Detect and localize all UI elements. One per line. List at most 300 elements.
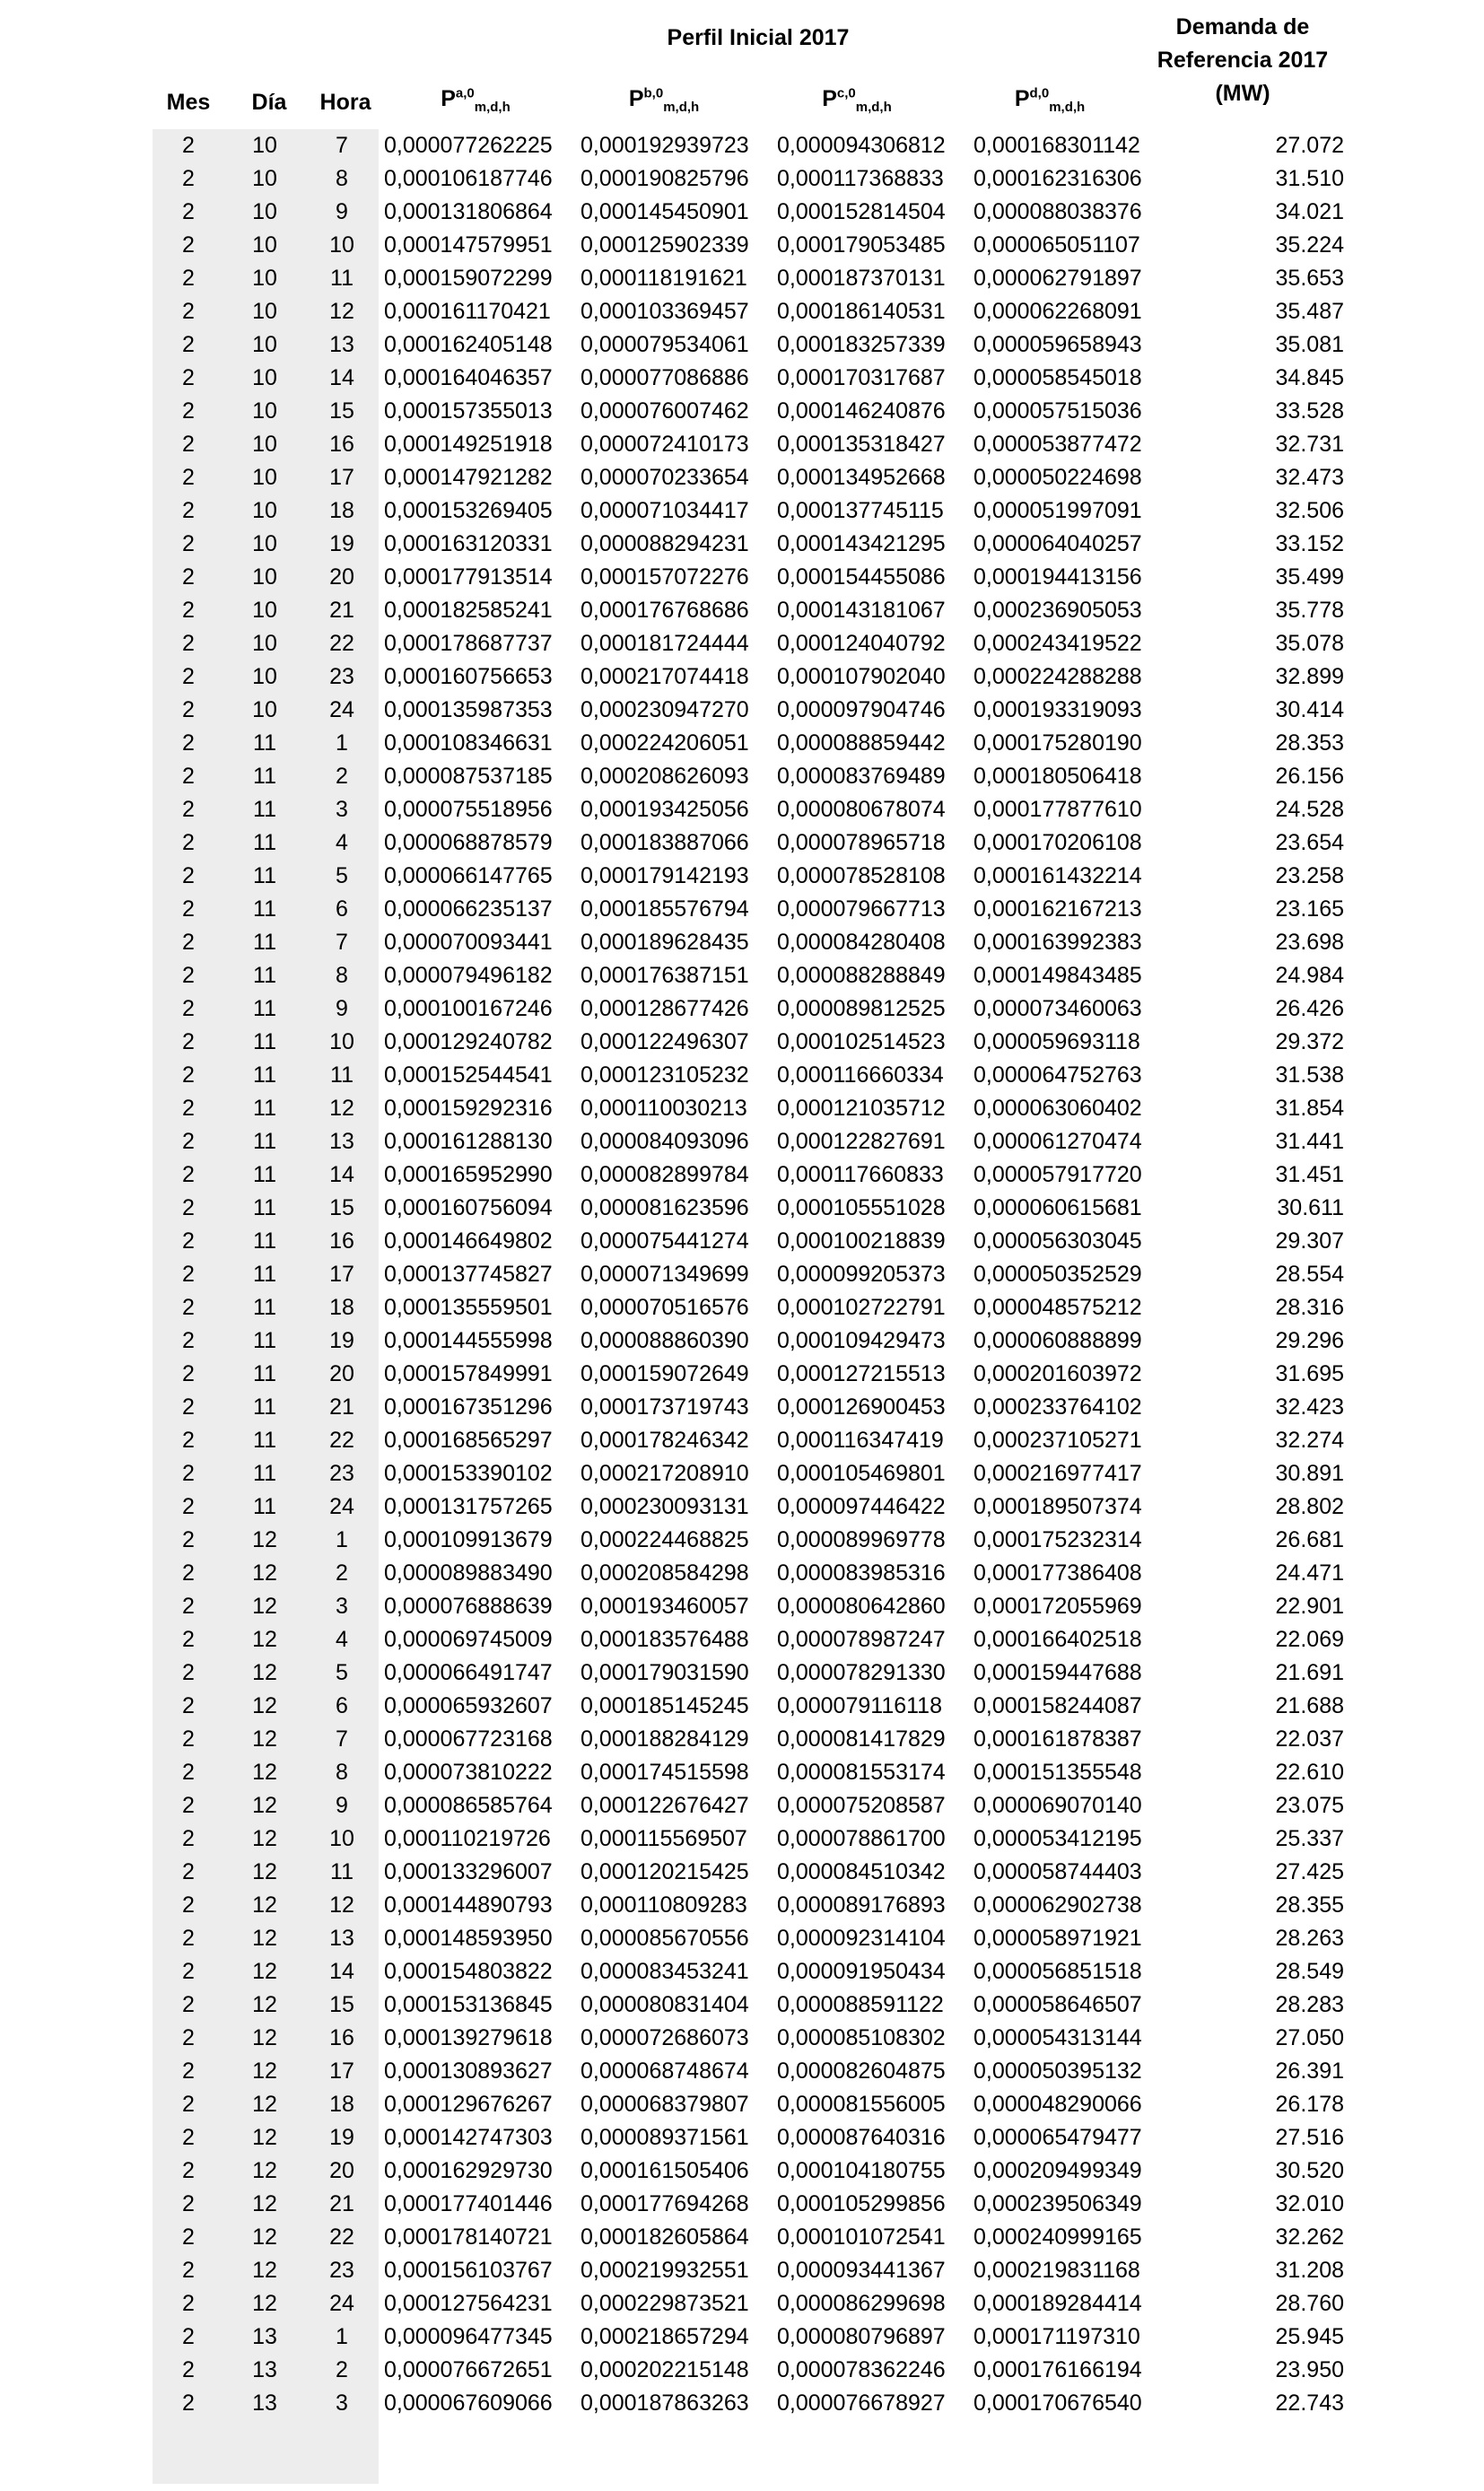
pb-cell: 0,000068748674 [581, 2058, 749, 2084]
pd-cell: 0,000194413156 [973, 564, 1142, 590]
hora-cell [305, 1723, 379, 1756]
demand-cell: 28.802 [1275, 1494, 1344, 1519]
hora-value: 1 [336, 2324, 348, 2349]
pd-cell: 0,000170676540 [973, 2390, 1142, 2416]
mes-cell: 2 [182, 166, 195, 191]
pc-cell: 0,000076678927 [777, 2390, 946, 2416]
mes-cell: 2 [182, 930, 195, 955]
hora-value: 17 [329, 2058, 354, 2084]
table-row [0, 561, 1344, 594]
hora-cell [305, 196, 379, 229]
pb-cell: 0,000202215148 [581, 2357, 749, 2382]
hora-cell [305, 1789, 379, 1822]
hora-cell [305, 2188, 379, 2221]
dia-cell: 10 [252, 465, 277, 490]
pa-cell: 0,000153269405 [384, 498, 553, 523]
pd-cell: 0,000149843485 [973, 963, 1142, 988]
pa-cell: 0,000178687737 [384, 631, 553, 656]
column-header-pd [960, 85, 1139, 115]
hora-cell [305, 1524, 379, 1557]
demand-cell: 32.473 [1275, 465, 1344, 490]
demand-cell: 24.528 [1275, 797, 1344, 822]
pb-cell: 0,000075441274 [581, 1228, 749, 1254]
demand-cell: 35.499 [1275, 564, 1344, 590]
column-header-mes: Mes [166, 90, 211, 115]
table-row [0, 1756, 1344, 1789]
table-row [0, 229, 1344, 262]
pd-cell: 0,000162316306 [973, 166, 1142, 191]
pb-cell: 0,000072410173 [581, 432, 749, 457]
hora-value: 12 [329, 1892, 354, 1918]
table-row [0, 395, 1344, 428]
demand-cell: 31.854 [1275, 1096, 1344, 1121]
pd-cell: 0,000063060402 [973, 1096, 1142, 1121]
dia-cell: 11 [253, 1361, 276, 1386]
dia-cell: 10 [252, 266, 277, 291]
mes-cell: 2 [182, 1693, 195, 1718]
demand-cell: 23.698 [1275, 930, 1344, 955]
pd-cell: 0,000161432214 [973, 863, 1142, 888]
mes-cell: 2 [182, 2125, 195, 2150]
dia-cell: 11 [253, 1162, 276, 1187]
pa-cell: 0,000148593950 [384, 1926, 553, 1951]
hora-value: 18 [329, 2092, 354, 2117]
mes-cell: 2 [182, 2357, 195, 2382]
p-superscript: a,0 [455, 85, 475, 101]
hora-value: 7 [336, 133, 348, 158]
demand-cell: 28.283 [1275, 1992, 1344, 2017]
hora-value: 15 [329, 398, 354, 424]
table-row [0, 1026, 1344, 1059]
demand-cell: 28.316 [1275, 1295, 1344, 1320]
pc-cell: 0,000080642860 [777, 1594, 946, 1619]
mes-cell: 2 [182, 830, 195, 855]
demand-cell: 29.307 [1275, 1228, 1344, 1254]
hora-cell [305, 826, 379, 860]
demand-cell: 32.899 [1275, 664, 1344, 689]
hora-value: 15 [329, 1195, 354, 1220]
pa-cell: 0,000133296007 [384, 1859, 553, 1884]
hora-value: 24 [329, 1494, 354, 1519]
hora-cell [305, 2387, 379, 2420]
pb-cell: 0,000208584298 [581, 1560, 749, 1586]
pa-cell: 0,000075518956 [384, 797, 553, 822]
pb-cell: 0,000068379807 [581, 2092, 749, 2117]
pc-cell: 0,000183257339 [777, 332, 946, 357]
pc-cell: 0,000102722791 [777, 1295, 946, 1320]
demand-cell: 23.258 [1275, 863, 1344, 888]
hora-cell [305, 428, 379, 461]
mes-cell: 2 [182, 266, 195, 291]
hora-value: 7 [336, 1726, 348, 1752]
pa-cell: 0,000077262225 [384, 133, 553, 158]
hora-cell [305, 1656, 379, 1690]
pd-cell: 0,000243419522 [973, 631, 1142, 656]
column-header-pb [574, 85, 754, 115]
demand-header [1122, 11, 1364, 110]
demand-cell: 30.611 [1277, 1195, 1344, 1220]
pd-cell: 0,000177877610 [973, 797, 1142, 822]
mes-cell: 2 [182, 2058, 195, 2084]
pd-cell: 0,000053412195 [973, 1826, 1142, 1851]
pb-cell: 0,000190825796 [581, 166, 749, 191]
dia-cell: 11 [253, 830, 276, 855]
pd-cell: 0,000059693118 [973, 1029, 1140, 1054]
mes-cell: 2 [182, 398, 195, 424]
table-header [0, 0, 1484, 129]
dia-cell: 11 [253, 797, 276, 822]
pc-cell: 0,000135318427 [777, 432, 946, 457]
pc-cell: 0,000126900453 [777, 1394, 946, 1420]
mes-cell: 2 [182, 1660, 195, 1685]
pa-cell: 0,000127564231 [384, 2291, 553, 2316]
hora-cell [305, 229, 379, 262]
pd-cell: 0,000088038376 [973, 199, 1142, 224]
demand-cell: 35.224 [1275, 232, 1344, 258]
mes-cell: 2 [182, 1793, 195, 1818]
table-row [0, 1590, 1344, 1623]
hora-value: 8 [336, 1760, 348, 1785]
pb-cell: 0,000183576488 [581, 1627, 749, 1652]
data-table [0, 129, 1344, 2420]
demand-cell: 31.695 [1275, 1361, 1344, 1386]
pc-cell: 0,000083985316 [777, 1560, 946, 1586]
hora-cell [305, 262, 379, 295]
p-subscript: m,d,h [855, 100, 892, 115]
p-superscript: d,0 [1029, 85, 1050, 101]
pc-cell: 0,000116660334 [777, 1062, 944, 1088]
mes-cell: 2 [182, 1859, 195, 1884]
pa-cell: 0,000073810222 [384, 1760, 553, 1785]
mes-cell: 2 [182, 1428, 195, 1453]
pc-cell: 0,000088591122 [777, 1992, 944, 2017]
pb-cell: 0,000189628435 [581, 930, 749, 955]
hora-cell [305, 295, 379, 328]
table-row [0, 1324, 1344, 1358]
dia-cell: 12 [252, 2058, 277, 2084]
mes-cell: 2 [182, 332, 195, 357]
mes-cell: 2 [182, 1726, 195, 1752]
mes-cell: 2 [182, 797, 195, 822]
hora-cell [305, 1889, 379, 1922]
mes-cell: 2 [182, 133, 195, 158]
demand-cell: 32.506 [1275, 498, 1344, 523]
pd-cell: 0,000216977417 [973, 1461, 1142, 1486]
pc-cell: 0,000143181067 [777, 598, 946, 623]
pa-cell: 0,000066235137 [384, 896, 553, 922]
mes-cell: 2 [182, 1926, 195, 1951]
pb-cell: 0,000192939723 [581, 133, 749, 158]
mes-cell: 2 [182, 1129, 195, 1154]
pa-cell: 0,000161170421 [384, 299, 551, 324]
dia-cell: 10 [252, 166, 277, 191]
pd-cell: 0,000062791897 [973, 266, 1142, 291]
mes-cell: 2 [182, 764, 195, 789]
mes-cell: 2 [182, 2258, 195, 2283]
hora-value: 14 [329, 1959, 354, 1984]
pc-cell: 0,000091950434 [777, 1959, 946, 1984]
pd-cell: 0,000062268091 [973, 299, 1142, 324]
dia-cell: 10 [252, 598, 277, 623]
pb-cell: 0,000070233654 [581, 465, 749, 490]
pd-cell: 0,000201603972 [973, 1361, 1142, 1386]
pa-cell: 0,000065932607 [384, 1693, 553, 1718]
pb-cell: 0,000224468825 [581, 1527, 749, 1552]
pd-cell: 0,000065051107 [973, 232, 1140, 258]
pb-cell: 0,000193460057 [581, 1594, 749, 1619]
pb-cell: 0,000120215425 [581, 1859, 749, 1884]
mes-cell: 2 [182, 1760, 195, 1785]
table-row [0, 2088, 1344, 2121]
pd-cell: 0,000058646507 [973, 1992, 1142, 2017]
table-body [0, 129, 1344, 2420]
dia-cell: 11 [253, 1129, 276, 1154]
table-row [0, 1856, 1344, 1889]
table-row [0, 1623, 1344, 1656]
table-row [0, 1656, 1344, 1690]
mes-cell: 2 [182, 1992, 195, 2017]
hora-value: 3 [336, 2390, 348, 2416]
hora-value: 14 [329, 1162, 354, 1187]
demand-cell: 24.471 [1275, 1560, 1344, 1586]
pa-cell: 0,000131806864 [384, 199, 553, 224]
mes-cell: 2 [182, 2092, 195, 2117]
hora-cell [305, 594, 379, 627]
demand-cell: 28.353 [1275, 730, 1344, 756]
pb-cell: 0,000128677426 [581, 996, 749, 1021]
dia-cell: 13 [252, 2324, 277, 2349]
pb-cell: 0,000077086886 [581, 365, 749, 390]
pa-cell: 0,000162405148 [384, 332, 553, 357]
table-row [0, 1723, 1344, 1756]
table-row [0, 528, 1344, 561]
demand-cell: 22.901 [1275, 1594, 1344, 1619]
pb-cell: 0,000125902339 [581, 232, 749, 258]
pb-cell: 0,000217208910 [581, 1461, 749, 1486]
hora-cell [305, 1125, 379, 1158]
dia-cell: 13 [252, 2390, 277, 2416]
pb-cell: 0,000080831404 [581, 1992, 749, 2017]
dia-cell: 12 [252, 2191, 277, 2216]
p-subscript: m,d,h [474, 100, 511, 115]
pc-cell: 0,000081417829 [777, 1726, 946, 1752]
pd-cell: 0,000180506418 [973, 764, 1142, 789]
pa-cell: 0,000168565297 [384, 1428, 553, 1453]
dia-cell: 11 [253, 1494, 276, 1519]
mes-cell: 2 [182, 1328, 195, 1353]
pb-cell: 0,000177694268 [581, 2191, 749, 2216]
table-row [0, 760, 1344, 793]
demand-cell: 26.391 [1275, 2058, 1344, 2084]
mes-cell: 2 [182, 896, 195, 922]
pa-cell: 0,000164046357 [384, 365, 553, 390]
hora-value: 4 [336, 1627, 348, 1652]
mes-cell: 2 [182, 2390, 195, 2416]
hora-value: 12 [329, 299, 354, 324]
pc-cell: 0,000124040792 [777, 631, 946, 656]
demand-cell: 35.653 [1275, 266, 1344, 291]
hora-value: 23 [329, 664, 354, 689]
p-subscript: m,d,h [663, 100, 700, 115]
pc-cell: 0,000089176893 [777, 1892, 946, 1918]
pa-cell: 0,000156103767 [384, 2258, 553, 2283]
pc-cell: 0,000082604875 [777, 2058, 946, 2084]
pa-cell: 0,000154803822 [384, 1959, 553, 1984]
hora-cell [305, 1922, 379, 1955]
hora-cell [305, 1690, 379, 1723]
mes-cell: 2 [182, 1228, 195, 1254]
pd-cell: 0,000064040257 [973, 531, 1142, 556]
dia-cell: 12 [252, 2025, 277, 2050]
table-row [0, 461, 1344, 494]
mes-cell: 2 [182, 730, 195, 756]
hora-cell [305, 1490, 379, 1524]
table-row [0, 1822, 1344, 1856]
table-row [0, 2387, 1344, 2420]
pb-cell: 0,000157072276 [581, 564, 749, 590]
dia-cell: 12 [252, 1926, 277, 1951]
pd-cell: 0,000209499349 [973, 2158, 1142, 2183]
hora-cell [305, 1092, 379, 1125]
hora-cell [305, 395, 379, 428]
pa-cell: 0,000149251918 [384, 432, 553, 457]
hora-value: 20 [329, 564, 354, 590]
pd-cell: 0,000059658943 [973, 332, 1142, 357]
pc-cell: 0,000078861700 [777, 1826, 946, 1851]
hora-cell [305, 1756, 379, 1789]
pc-cell: 0,000100218839 [777, 1228, 946, 1254]
pc-cell: 0,000187370131 [777, 266, 946, 291]
demand-cell: 29.372 [1275, 1029, 1344, 1054]
demand-cell: 33.528 [1275, 398, 1344, 424]
pd-cell: 0,000069070140 [973, 1793, 1142, 1818]
pb-cell: 0,000181724444 [581, 631, 749, 656]
pd-cell: 0,000048290066 [973, 2092, 1142, 2117]
pc-cell: 0,000088859442 [777, 730, 946, 756]
hora-value: 9 [336, 199, 348, 224]
pa-cell: 0,000157355013 [384, 398, 553, 424]
pa-cell: 0,000160756653 [384, 664, 553, 689]
hora-value: 11 [330, 266, 354, 291]
hora-value: 16 [329, 1228, 354, 1254]
hora-cell [305, 328, 379, 362]
pa-cell: 0,000067609066 [384, 2390, 553, 2416]
hora-cell [305, 1324, 379, 1358]
pa-cell: 0,000139279618 [384, 2025, 553, 2050]
pb-cell: 0,000081623596 [581, 1195, 749, 1220]
pa-cell: 0,000177401446 [384, 2191, 553, 2216]
p-symbol: P [1014, 86, 1030, 111]
pa-cell: 0,000131757265 [384, 1494, 553, 1519]
pd-cell: 0,000162167213 [973, 896, 1142, 922]
table-row [0, 1125, 1344, 1158]
pb-cell: 0,000084093096 [581, 1129, 749, 1154]
pc-cell: 0,000170317687 [777, 365, 946, 390]
demand-cell: 27.516 [1275, 2125, 1344, 2150]
hora-cell [305, 2321, 379, 2354]
pa-cell: 0,000076888639 [384, 1594, 553, 1619]
dia-cell: 11 [253, 930, 276, 955]
demand-cell: 31.538 [1275, 1062, 1344, 1088]
pb-cell: 0,000230093131 [581, 1494, 749, 1519]
hora-cell [305, 959, 379, 992]
table-row [0, 826, 1344, 860]
table-row [0, 328, 1344, 362]
hora-cell [305, 2154, 379, 2188]
pd-cell: 0,000175232314 [973, 1527, 1142, 1552]
demand-header-line2: Referencia 2017 [1157, 48, 1329, 73]
pa-cell: 0,000086585764 [384, 1793, 553, 1818]
mes-cell: 2 [182, 1627, 195, 1652]
pd-cell: 0,000056851518 [973, 1959, 1142, 1984]
demand-cell: 28.549 [1275, 1959, 1344, 1984]
mes-cell: 2 [182, 2291, 195, 2316]
table-row [0, 860, 1344, 893]
pa-cell: 0,000096477345 [384, 2324, 553, 2349]
mes-cell: 2 [182, 664, 195, 689]
hora-cell [305, 362, 379, 395]
hora-cell [305, 1457, 379, 1490]
table-row [0, 2022, 1344, 2055]
dia-cell: 11 [253, 1461, 276, 1486]
pc-cell: 0,000088288849 [777, 963, 946, 988]
hora-value: 11 [330, 1859, 354, 1884]
hora-value: 21 [329, 2191, 354, 2216]
pa-cell: 0,000146649802 [384, 1228, 553, 1254]
pa-cell: 0,000135987353 [384, 697, 553, 722]
pd-cell: 0,000176166194 [973, 2357, 1142, 2382]
pd-cell: 0,000236905053 [973, 598, 1142, 623]
demand-cell: 32.262 [1275, 2224, 1344, 2250]
pd-cell: 0,000060615681 [973, 1195, 1142, 1220]
pb-cell: 0,000183887066 [581, 830, 749, 855]
hora-value: 2 [336, 764, 348, 789]
hora-cell [305, 1192, 379, 1225]
pc-cell: 0,000078987247 [777, 1627, 946, 1652]
mes-cell: 2 [182, 1295, 195, 1320]
p-subscript: m,d,h [1049, 100, 1086, 115]
pd-cell: 0,000051997091 [973, 498, 1142, 523]
hora-value: 3 [336, 1594, 348, 1619]
pd-cell: 0,000057917720 [973, 1162, 1142, 1187]
table-row [0, 1258, 1344, 1291]
hora-cell [305, 793, 379, 826]
dia-cell: 10 [252, 664, 277, 689]
pd-cell: 0,000060888899 [973, 1328, 1142, 1353]
pb-cell: 0,000110030213 [581, 1096, 747, 1121]
dia-cell: 12 [252, 1594, 277, 1619]
demand-cell: 35.778 [1275, 598, 1344, 623]
hora-value: 8 [336, 166, 348, 191]
table-row [0, 1789, 1344, 1822]
pc-cell: 0,000104180755 [777, 2158, 946, 2183]
pa-cell: 0,000160756094 [384, 1195, 553, 1220]
dia-cell: 11 [253, 730, 276, 756]
dia-cell: 10 [252, 498, 277, 523]
pd-cell: 0,000050395132 [973, 2058, 1142, 2084]
pd-cell: 0,000189284414 [973, 2291, 1142, 2316]
pb-cell: 0,000178246342 [581, 1428, 749, 1453]
hora-value: 22 [329, 631, 354, 656]
pc-cell: 0,000078965718 [777, 830, 946, 855]
pb-cell: 0,000079534061 [581, 332, 749, 357]
hora-cell [305, 2254, 379, 2287]
mes-cell: 2 [182, 1394, 195, 1420]
column-header-pa [386, 85, 565, 115]
mes-cell: 2 [182, 1594, 195, 1619]
column-header-pc [767, 85, 947, 115]
hora-cell [305, 2022, 379, 2055]
